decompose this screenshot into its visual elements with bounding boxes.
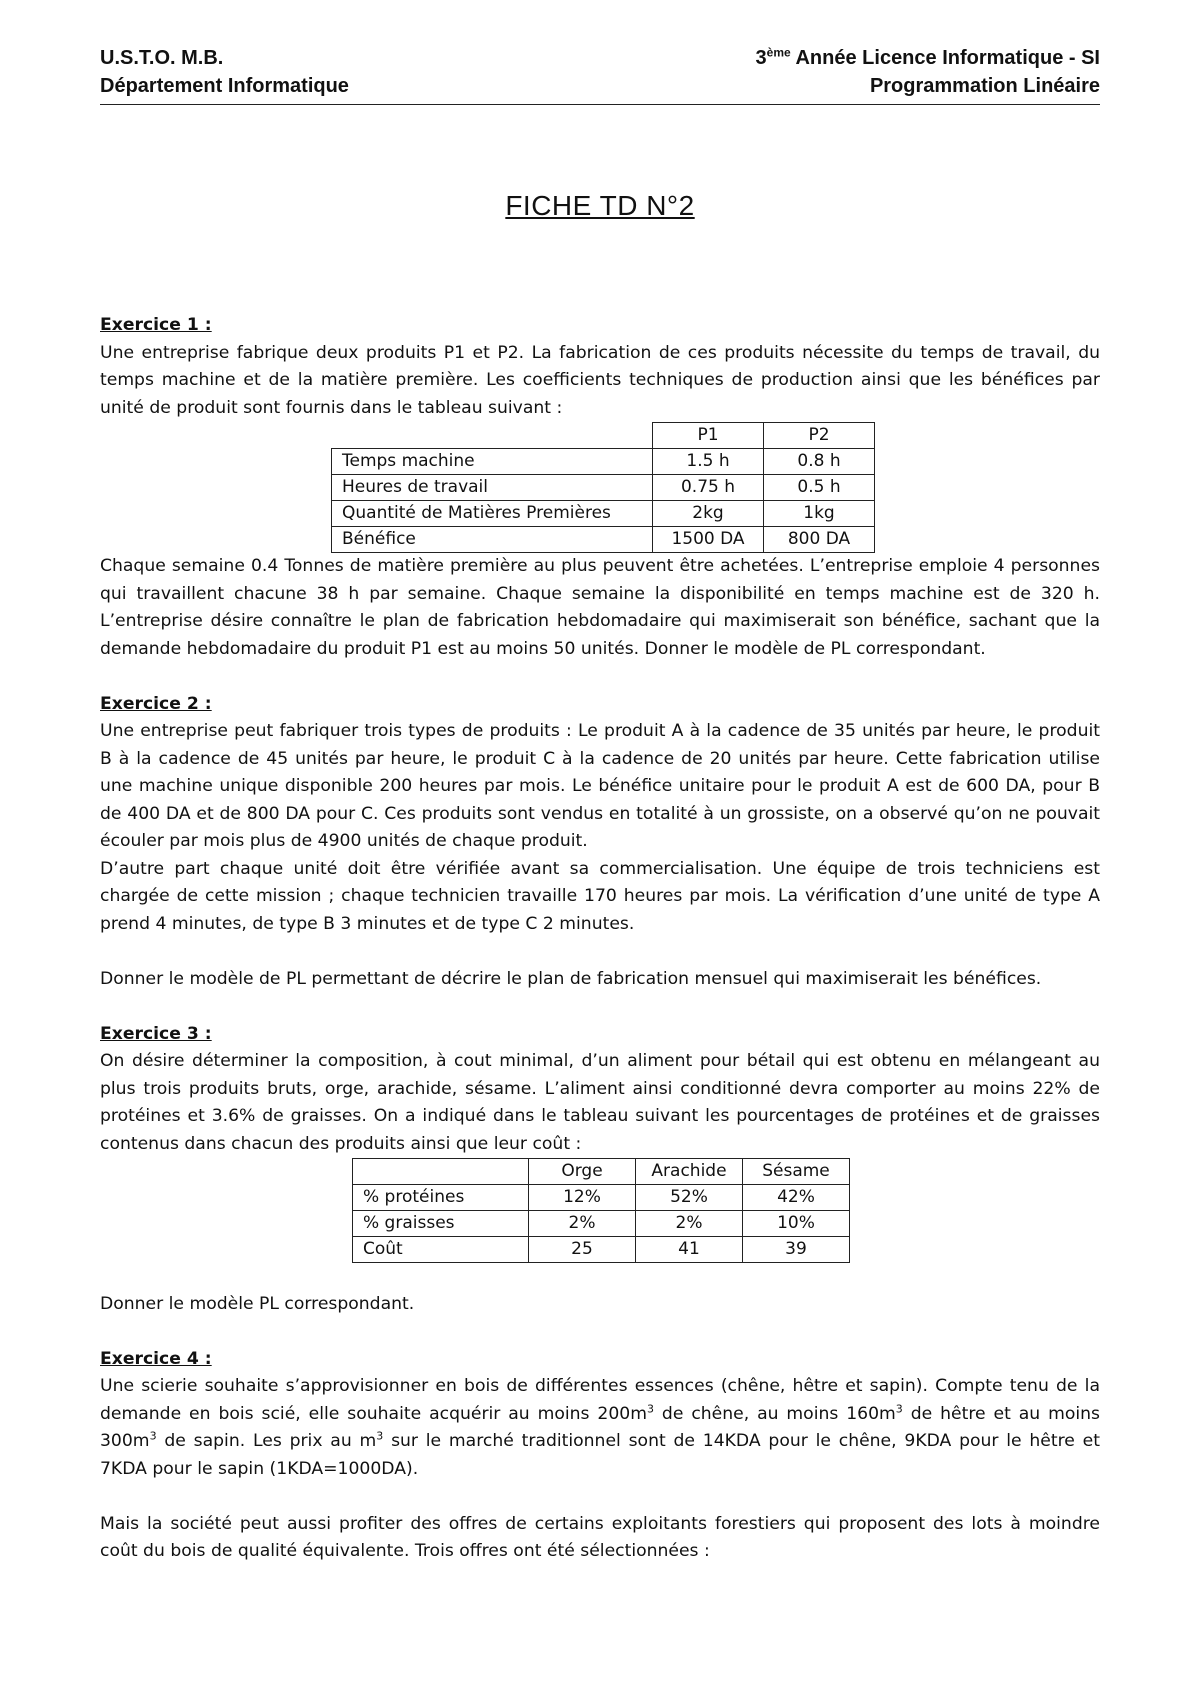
table-cell: 39 [743, 1237, 850, 1263]
course-name: Programmation Linéaire [869, 75, 1100, 97]
table-row [332, 475, 875, 501]
table-cell: 1.5 h [653, 449, 764, 475]
table-header-row [332, 423, 875, 449]
table-cell: 800 DA [764, 527, 875, 553]
table-cell: 42% [743, 1185, 850, 1211]
exercise-1-table [331, 422, 875, 553]
table-cell: 0.8 h [764, 449, 875, 475]
exercise-2-title: Exercice 2 : [100, 693, 212, 714]
table-header-cell: Orge [529, 1159, 636, 1185]
table-cell: 10% [743, 1211, 850, 1237]
table-cell: 0.75 h [653, 475, 764, 501]
table-row [353, 1237, 850, 1263]
table-row-label: Bénéfice [332, 527, 653, 553]
table-cell: 52% [636, 1185, 743, 1211]
header-divider [100, 104, 1100, 105]
table-cell: 2% [636, 1211, 743, 1237]
table-row-label: Quantité de Matières Premières [332, 501, 653, 527]
table-header-cell: Arachide [636, 1159, 743, 1185]
exercise-4-paragraph-1: Une scierie souhaite s’approvisionner en bois de différentes essences (chêne, hêtre et sapin). Compte tenu de la demande en bois scié, elle souhaite acquérir au moins $200m^3$ de chêne, au moins $160m^3$ de hêtre et au moins $300m^3$ de sapin. Les prix au $m^3$ sur le marché traditionnel sont de 14KDA pour le chêne, 9KDA pour le hêtre et 7KDA pour le sapin (1KDA=1000DA). [100, 1376, 1100, 1479]
table-row [332, 501, 875, 527]
exercise-2-paragraph-2: D’autre part chaque unité doit être vérifiée avant sa commercialisation. Une équipe de trois techniciens est chargée de cette mission ; chaque technicien travaille 170 heures par mois. La vérification d’une unité de type A prend 4 minutes, de type B 3 minutes et de type C 2 minutes. [100, 858, 1100, 934]
table-cell: 25 [529, 1237, 636, 1263]
table-row-label: Temps machine [332, 449, 653, 475]
exercise-4-paragraph-2: Mais la société peut aussi profiter des offres de certains exploitants forestiers qui proposent des lots à moindre coût du bois de qualité équivalente. Trois offres ont été sélectionnées : [100, 1513, 1100, 1561]
table-row-label: % protéines [353, 1185, 529, 1211]
exercise-3-title: Exercice 3 : [100, 1023, 212, 1044]
table-header-row [353, 1159, 850, 1185]
table-row-label: % graisses [353, 1211, 529, 1237]
table-cell: 1kg [764, 501, 875, 527]
table-row-label: Heures de travail [332, 475, 653, 501]
table-cell: 41 [636, 1237, 743, 1263]
course-level: 3ème Année Licence Informatique - SI [755, 45, 1100, 69]
exercise-2-question: Donner le modèle de PL permettant de décrire le plan de fabrication mensuel qui maximiserait les bénéfices. [100, 968, 1042, 989]
table-cell: 0.5 h [764, 475, 875, 501]
table-row [353, 1185, 850, 1211]
exercise-2-paragraph-1: Une entreprise peut fabriquer trois types de produits : Le produit A à la cadence de 35 unités par heure, le produit B à la cadence de 45 unités par heure, le produit C à la cadence de 20 unités par heure. Cette fabrication utilise une machine unique disponible 200 heures par mois. Le bénéfice unitaire pour le produit A est de 600 DA, pour B de 400 DA et de 800 DA pour C. Ces produits sont vendus en totalité à un grossiste, on a observé qu’on ne pouvait écouler par mois plus de 4900 unités de chaque produit. [100, 721, 1100, 851]
header-left [100, 44, 349, 100]
university-name: U.S.T.O. M.B. [100, 47, 224, 69]
table-cell: 12% [529, 1185, 636, 1211]
table-row [353, 1211, 850, 1237]
table-header-cell: P2 [764, 423, 875, 449]
exercise-4-title: Exercice 4 : [100, 1348, 212, 1369]
header-right [756, 44, 1100, 100]
page-title: FICHE TD N°2 [505, 190, 695, 221]
table-row [332, 449, 875, 475]
table-row [332, 527, 875, 553]
department-name: Département Informatique [100, 75, 349, 97]
table-header-cell: Sésame [743, 1159, 850, 1185]
table-row-label: Coût [353, 1237, 529, 1263]
document-body [100, 312, 1100, 1566]
exercise-3-table [352, 1158, 850, 1263]
table-cell: 1500 DA [653, 527, 764, 553]
exercise-3-intro: On désire déterminer la composition, à cout minimal, d’un aliment pour bétail qui est obtenu en mélangeant au plus trois produits bruts, orge, arachide, sésame. L’aliment ainsi conditionné devra comporter au moins 22% de protéines et 3.6% de graisses. On a indiqué dans le tableau suivant les pourcentages de protéines et de graisses contenus dans chacun des produits ainsi que leur coût : [100, 1051, 1100, 1154]
exercise-1-title: Exercice 1 : [100, 315, 212, 335]
table-cell: 2kg [653, 501, 764, 527]
exercise-1-intro: Une entreprise fabrique deux produits P1 et P2. La fabrication de ces produits nécessite du temps de travail, du temps machine et de la matière première. Les coefficients techniques de production ainsi que les bénéfices par unité de produit sont fournis dans le tableau suivant : [100, 342, 1100, 418]
exercise-1-statement: Chaque semaine 0.4 Tonnes de matière première au plus peuvent être achetées. L’entreprise emploie 4 personnes qui travaillent chacune 38 h par semaine. Chaque semaine la disponibilité en temps machine est de 320 h. L’entreprise désire connaître le plan de fabrication hebdomadaire qui maximiserait son bénéfice, sachant que la demande hebdomadaire du produit P1 est au moins 50 unités. Donner le modèle de PL correspondant. [100, 556, 1100, 659]
table-cell: 2% [529, 1211, 636, 1237]
table-header-cell: P1 [653, 423, 764, 449]
exercise-3-question: Donner le modèle PL correspondant. [100, 1293, 415, 1314]
